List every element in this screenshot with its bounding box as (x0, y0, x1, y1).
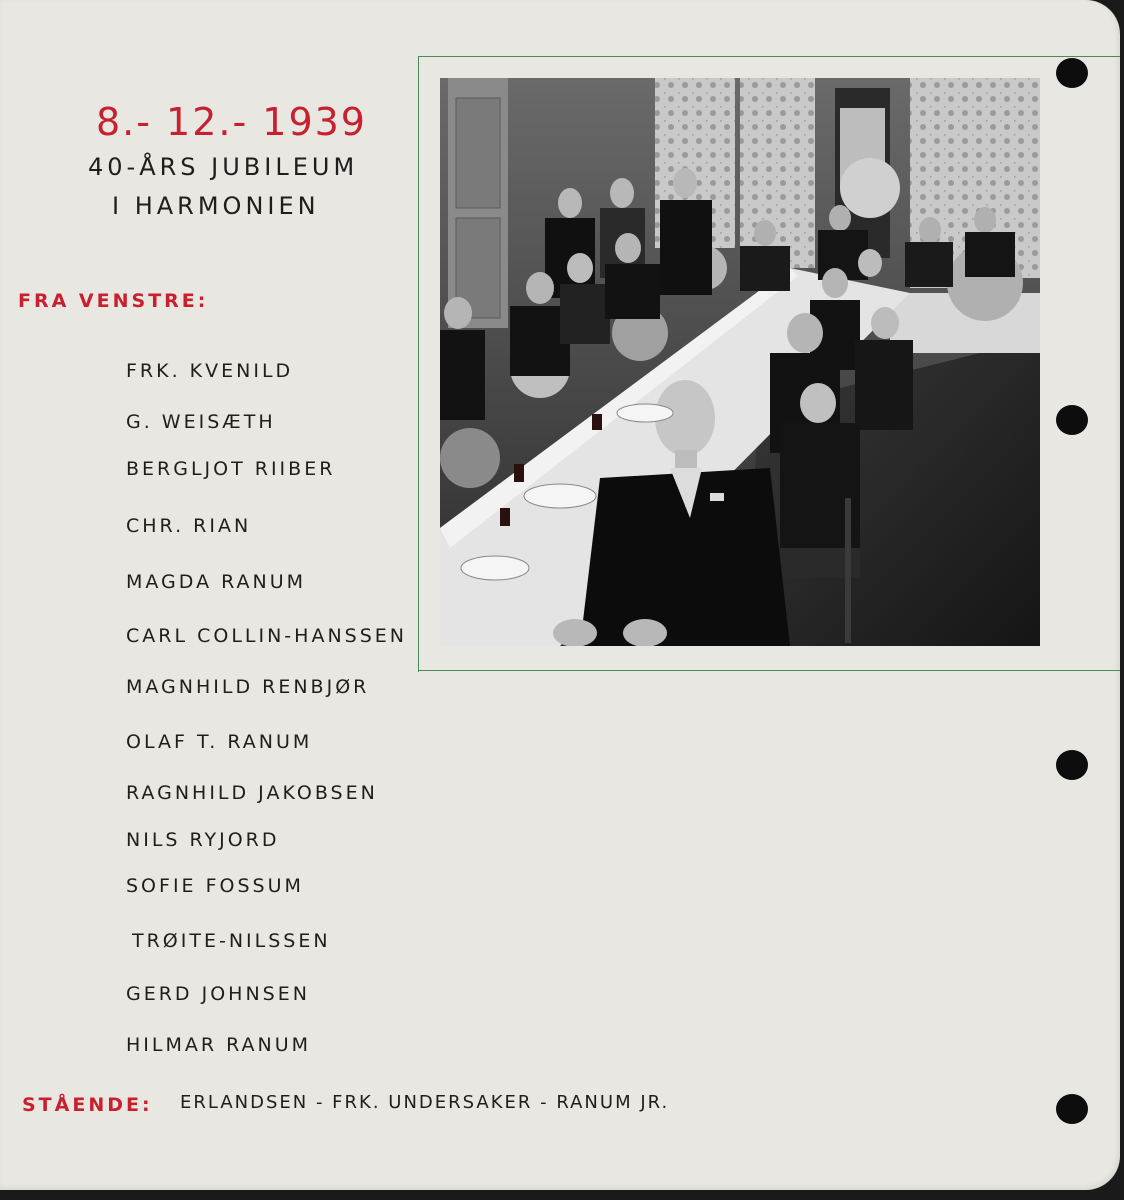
name-entry: GERD JOHNSEN (126, 983, 310, 1005)
name-entry: NILS RYJORD (126, 829, 280, 851)
standing-label: STÅENDE: (22, 1094, 153, 1116)
section-label: FRA VENSTRE: (18, 290, 209, 312)
name-entry: HILMAR RANUM (126, 1034, 312, 1056)
name-entry: MAGDA RANUM (126, 571, 307, 593)
name-entry: G. WEISÆTH (126, 411, 276, 433)
binder-hole (1056, 750, 1088, 780)
name-entry: CARL COLLIN-HANSSEN (126, 625, 407, 647)
date-heading: 8.- 12.- 1939 (96, 100, 367, 144)
photo-frame-line (418, 56, 1120, 57)
binder-hole (1056, 58, 1088, 88)
name-entry: CHR. RIAN (126, 515, 252, 537)
dinner-party-photograph-icon (440, 78, 1040, 646)
name-entry: MAGNHILD RENBJØR (126, 676, 370, 698)
photo-frame-line (418, 670, 1120, 671)
binder-hole (1056, 1094, 1088, 1124)
dinner-party-photograph (440, 78, 1040, 646)
name-entry: RAGNHILD JAKOBSEN (126, 782, 378, 804)
binder-hole (1056, 405, 1088, 435)
name-entry: BERGLJOT RIIBER (126, 458, 336, 480)
name-entry: TRØITE-NILSSEN (132, 930, 331, 952)
name-entry: SOFIE FOSSUM (126, 875, 304, 897)
event-title: 40-ÅRS JUBILEUM (88, 153, 359, 181)
event-location: I HARMONIEN (112, 192, 320, 220)
name-entry: FRK. KVENILD (126, 360, 294, 382)
photo-frame-line (418, 56, 419, 672)
standing-names: ERLANDSEN - FRK. UNDERSAKER - RANUM JR. (180, 1092, 670, 1113)
name-entry: OLAF T. RANUM (126, 731, 313, 753)
